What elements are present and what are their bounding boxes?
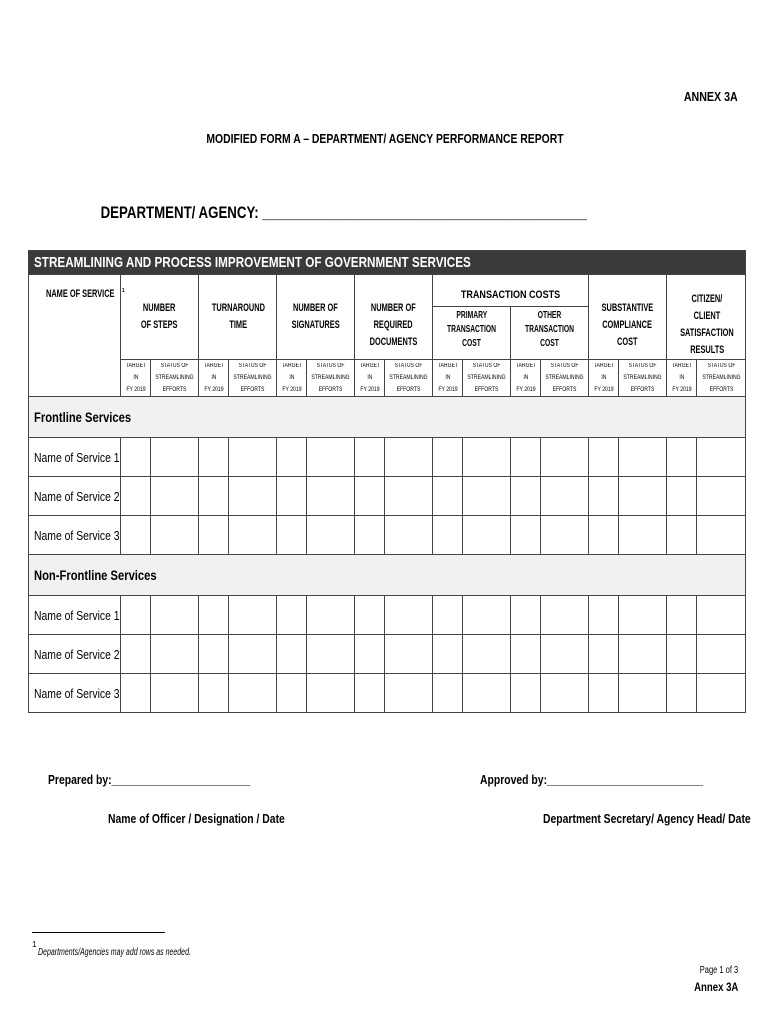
sub-header-target-line: FY 2019 [203, 387, 224, 393]
sub-header-status-line: EFFORTS [552, 387, 577, 393]
entry-cell[interactable] [199, 674, 229, 713]
form-title: MODIFIED FORM A – DEPARTMENT/ AGENCY PERFORMANCE REPORT [206, 131, 564, 146]
service-name-cell [29, 516, 121, 555]
service-name: Name of Service 3 [34, 685, 120, 701]
entry-cell[interactable] [385, 477, 433, 516]
performance-table [28, 250, 746, 713]
entry-cell[interactable] [541, 516, 589, 555]
sub-header-status-line: STREAMLINING [311, 375, 350, 381]
sub-header-spacer [29, 360, 121, 397]
sub-header-target [589, 360, 619, 397]
entry-cell[interactable] [667, 635, 697, 674]
service-name: Name of Service 2 [34, 646, 120, 662]
header-documents-line-3: DOCUMENTS [369, 335, 418, 348]
name-of-service-footnote-mark: 1 [122, 288, 125, 294]
header-documents-line-2: REQUIRED [373, 318, 414, 331]
header-compliance-line-2: COMPLIANCE [602, 318, 653, 331]
entry-cell[interactable] [151, 516, 199, 555]
entry-cell[interactable] [667, 516, 697, 555]
entry-cell[interactable] [385, 438, 433, 477]
entry-cell[interactable] [151, 477, 199, 516]
header-turnaround-time [199, 275, 277, 360]
footnote-separator [32, 932, 165, 933]
sub-header-target-line: FY 2019 [671, 387, 692, 393]
entry-cell[interactable] [589, 477, 619, 516]
entry-cell[interactable] [619, 477, 667, 516]
sub-header-target-line: IN [678, 375, 685, 381]
entry-cell[interactable] [697, 674, 746, 713]
entry-cell[interactable] [433, 674, 463, 713]
sub-header-target-line: IN [288, 375, 295, 381]
sub-header-status-line: STATUS OF [550, 363, 579, 369]
entry-cell[interactable] [277, 596, 307, 635]
page-number: Page 1 of 3 [699, 965, 738, 976]
sub-header-status [385, 360, 433, 397]
sub-header-target-line: FY 2019 [281, 387, 302, 393]
sub-header-target [667, 360, 697, 397]
sub-header-status-line: EFFORTS [318, 387, 343, 393]
entry-cell[interactable] [277, 674, 307, 713]
sub-header-status-line: STREAMLINING [389, 375, 428, 381]
approved-by-caption: Department Secretary/ Agency Head/ Date [543, 811, 751, 826]
service-row [29, 477, 746, 516]
entry-cell[interactable] [463, 596, 511, 635]
header-number-of-steps [121, 275, 199, 360]
section-label-cell [29, 555, 746, 596]
entry-cell[interactable] [619, 438, 667, 477]
sub-header-status-line: EFFORTS [709, 387, 733, 393]
header-other-cost-line-2: TRANSACTION COST [525, 323, 574, 349]
sub-header-status-line: EFFORTS [162, 387, 187, 393]
entry-cell[interactable] [277, 477, 307, 516]
entry-cell[interactable] [541, 674, 589, 713]
entry-cell[interactable] [433, 516, 463, 555]
sub-header-status-line: STREAMLINING [545, 375, 584, 381]
entry-cell[interactable] [667, 477, 697, 516]
entry-cell[interactable] [307, 635, 355, 674]
section-label: Non-Frontline Services [34, 567, 157, 583]
section-row [29, 397, 746, 438]
entry-cell[interactable] [307, 674, 355, 713]
header-other-transaction-cost [511, 306, 589, 359]
table-banner-row [29, 251, 746, 275]
entry-cell[interactable] [667, 674, 697, 713]
header-satisfaction-line-3: RESULTS [689, 344, 724, 356]
sub-header-target [433, 360, 463, 397]
entry-cell[interactable] [697, 635, 746, 674]
sub-header-target-line: TARGET [515, 363, 536, 369]
header-signatures-line-1: NUMBER OF [293, 302, 338, 314]
entry-cell[interactable] [463, 438, 511, 477]
sub-header-target-line: TARGET [437, 363, 458, 369]
header-turnaround-line-2: TIME [229, 319, 248, 331]
entry-cell[interactable] [619, 516, 667, 555]
sub-header-target [199, 360, 229, 397]
entry-cell[interactable] [277, 438, 307, 477]
sub-header-target-line: TARGET [203, 363, 224, 369]
entry-cell[interactable] [229, 596, 277, 635]
name-of-service-header-text: NAME OF SERVICE [45, 287, 115, 300]
entry-cell[interactable] [151, 635, 199, 674]
entry-cell[interactable] [697, 438, 746, 477]
sub-header-status-line: EFFORTS [474, 387, 499, 393]
entry-cell[interactable] [511, 635, 541, 674]
entry-cell[interactable] [229, 477, 277, 516]
entry-cell[interactable] [667, 596, 697, 635]
entry-cell[interactable] [307, 477, 355, 516]
entry-cell[interactable] [589, 674, 619, 713]
sections-body [29, 397, 746, 713]
entry-cell[interactable] [307, 438, 355, 477]
entry-cell[interactable] [229, 438, 277, 477]
service-name: Name of Service 1 [34, 607, 120, 623]
entry-cell[interactable] [199, 516, 229, 555]
entry-cell[interactable] [511, 477, 541, 516]
sub-header-target-line: IN [210, 375, 217, 381]
header-transaction-costs-text: TRANSACTION COSTS [460, 288, 561, 301]
entry-cell[interactable] [463, 635, 511, 674]
entry-cell[interactable] [199, 477, 229, 516]
entry-cell[interactable] [463, 477, 511, 516]
sub-header-target-line: FY 2019 [125, 387, 146, 393]
entry-cell[interactable] [277, 516, 307, 555]
department-agency-line: DEPARTMENT/ AGENCY: ____________________________________________ [100, 203, 587, 222]
sub-header-status-line: STATUS OF [394, 363, 423, 369]
entry-cell[interactable] [589, 516, 619, 555]
entry-cell[interactable] [541, 635, 589, 674]
service-name: Name of Service 2 [34, 488, 120, 504]
entry-cell[interactable] [199, 596, 229, 635]
header-citizen-satisfaction [667, 275, 746, 360]
sub-header-status [697, 360, 746, 397]
entry-cell[interactable] [463, 516, 511, 555]
sub-header-target [355, 360, 385, 397]
service-name: Name of Service 1 [34, 449, 120, 465]
service-name-cell [29, 477, 121, 516]
header-signatures-line-2: SIGNATURES [291, 319, 340, 331]
entry-cell[interactable] [385, 635, 433, 674]
entry-cell[interactable] [385, 516, 433, 555]
entry-cell[interactable] [199, 635, 229, 674]
header-documents-line-1: NUMBER OF [371, 301, 416, 314]
prepared-by-line: Prepared by:________________________ [48, 772, 251, 787]
service-row [29, 438, 746, 477]
entry-cell[interactable] [697, 477, 746, 516]
sub-header-status [619, 360, 667, 397]
header-transaction-costs [433, 275, 589, 307]
sub-header-row [29, 360, 746, 397]
entry-cell[interactable] [589, 635, 619, 674]
header-primary-cost-line-2: TRANSACTION COST [447, 323, 496, 349]
header-other-cost-line-1: OTHER [537, 309, 562, 321]
sub-header-status [307, 360, 355, 397]
service-row [29, 516, 746, 555]
entry-cell[interactable] [229, 674, 277, 713]
entry-cell[interactable] [541, 596, 589, 635]
sub-header-target-line: IN [444, 375, 451, 381]
section-label: Frontline Services [34, 409, 132, 425]
entry-cell[interactable] [619, 674, 667, 713]
entry-cell[interactable] [355, 635, 385, 674]
sub-header-status-line: STREAMLINING [467, 375, 506, 381]
sub-header-status-line: STATUS OF [472, 363, 501, 369]
service-row [29, 635, 746, 674]
sub-header-status-line: STREAMLINING [701, 375, 741, 381]
header-steps-line-1: NUMBER [143, 302, 176, 314]
entry-cell[interactable] [619, 635, 667, 674]
header-substantive-compliance-cost [589, 275, 667, 360]
section-row [29, 555, 746, 596]
sub-header-target-line: TARGET [593, 363, 614, 369]
entry-cell[interactable] [667, 438, 697, 477]
entry-cell[interactable] [277, 635, 307, 674]
sub-header-target-line: IN [366, 375, 373, 381]
sub-header-target-line: IN [522, 375, 529, 381]
entry-cell[interactable] [151, 596, 199, 635]
header-satisfaction-line-2: SATISFACTION [680, 327, 734, 339]
approved-by-line: Approved by:___________________________ [480, 772, 704, 787]
entry-cell[interactable] [385, 596, 433, 635]
entry-cell[interactable] [229, 635, 277, 674]
service-row [29, 674, 746, 713]
sub-header-target-line: FY 2019 [515, 387, 536, 393]
entry-cell[interactable] [355, 674, 385, 713]
sub-header-status-line: STREAMLINING [155, 375, 194, 381]
entry-cell[interactable] [433, 438, 463, 477]
header-steps-line-2: OF STEPS [141, 319, 178, 331]
sub-header-status [463, 360, 511, 397]
sub-header-status-line: EFFORTS [630, 387, 655, 393]
sub-header-status-line: EFFORTS [396, 387, 421, 393]
sub-header-target-line: TARGET [671, 363, 692, 369]
sub-header-status [229, 360, 277, 397]
sub-header-status [151, 360, 199, 397]
sub-header-target [277, 360, 307, 397]
header-name-of-service [29, 275, 125, 360]
entry-cell[interactable] [619, 596, 667, 635]
service-name: Name of Service 3 [34, 527, 120, 543]
service-name-cell [29, 674, 121, 713]
sub-header-status-line: STATUS OF [628, 363, 657, 369]
entry-cell[interactable] [433, 596, 463, 635]
sub-header-target-line: TARGET [125, 363, 146, 369]
header-turnaround-line-1: TURNAROUND [211, 302, 265, 314]
entry-cell[interactable] [433, 477, 463, 516]
sub-header-target [511, 360, 541, 397]
entry-cell[interactable] [307, 516, 355, 555]
entry-cell[interactable] [511, 516, 541, 555]
service-name-cell [29, 596, 121, 635]
entry-cell[interactable] [355, 438, 385, 477]
header-row-1 [29, 275, 746, 307]
entry-cell[interactable] [697, 596, 746, 635]
entry-cell[interactable] [229, 516, 277, 555]
header-satisfaction-line-1: CITIZEN/ CLIENT [691, 293, 723, 322]
entry-cell[interactable] [589, 438, 619, 477]
entry-cell[interactable] [151, 438, 199, 477]
header-primary-cost-line-1: PRIMARY [456, 309, 487, 321]
prepared-by-caption: Name of Officer / Designation / Date [108, 811, 285, 826]
sub-header-target-line: TARGET [281, 363, 302, 369]
section-label-cell [29, 397, 746, 438]
entry-cell[interactable] [511, 438, 541, 477]
sub-header-status [541, 360, 589, 397]
sub-header-target-line: IN [600, 375, 607, 381]
annex-label-top: ANNEX 3A [684, 89, 738, 104]
entry-cell[interactable] [355, 516, 385, 555]
entry-cell[interactable] [463, 674, 511, 713]
entry-cell[interactable] [589, 596, 619, 635]
header-compliance-line-1: SUBSTANTIVE [601, 301, 654, 314]
sub-header-status-line: EFFORTS [240, 387, 265, 393]
sub-header-status-line: STREAMLINING [623, 375, 662, 381]
entry-cell[interactable] [199, 438, 229, 477]
sub-header-status-line: STREAMLINING [233, 375, 272, 381]
header-number-of-documents [355, 275, 433, 360]
sub-header-target-line: FY 2019 [437, 387, 458, 393]
service-row [29, 596, 746, 635]
entry-cell[interactable] [697, 516, 746, 555]
sub-header-status-line: STATUS OF [707, 363, 735, 369]
header-primary-transaction-cost [433, 306, 511, 359]
sub-header-target [121, 360, 151, 397]
entry-cell[interactable] [511, 674, 541, 713]
sub-header-target-line: FY 2019 [359, 387, 380, 393]
footnote-text: Departments/Agencies may add rows as needed. [38, 947, 191, 958]
header-number-of-signatures [277, 275, 355, 360]
entry-cell[interactable] [355, 477, 385, 516]
footnote-mark: 1 [32, 940, 37, 949]
table-banner-text: STREAMLINING AND PROCESS IMPROVEMENT OF GOVERNMENT SERVICES [34, 254, 471, 271]
sub-header-status-line: STATUS OF [238, 363, 267, 369]
entry-cell[interactable] [541, 438, 589, 477]
sub-header-target-line: IN [132, 375, 139, 381]
sub-header-status-line: STATUS OF [316, 363, 345, 369]
header-compliance-line-3: COST [617, 335, 638, 348]
table-banner [29, 251, 746, 275]
entry-cell[interactable] [433, 635, 463, 674]
service-name-cell [29, 438, 121, 477]
entry-cell[interactable] [511, 596, 541, 635]
service-name-cell [29, 635, 121, 674]
entry-cell[interactable] [151, 674, 199, 713]
sub-header-target-line: TARGET [359, 363, 380, 369]
sub-header-target-line: FY 2019 [593, 387, 614, 393]
entry-cell[interactable] [355, 596, 385, 635]
entry-cell[interactable] [385, 674, 433, 713]
sub-header-status-line: STATUS OF [160, 363, 189, 369]
entry-cell[interactable] [307, 596, 355, 635]
annex-label-bottom: Annex 3A [693, 980, 738, 994]
performance-table-container [28, 250, 745, 713]
entry-cell[interactable] [541, 477, 589, 516]
